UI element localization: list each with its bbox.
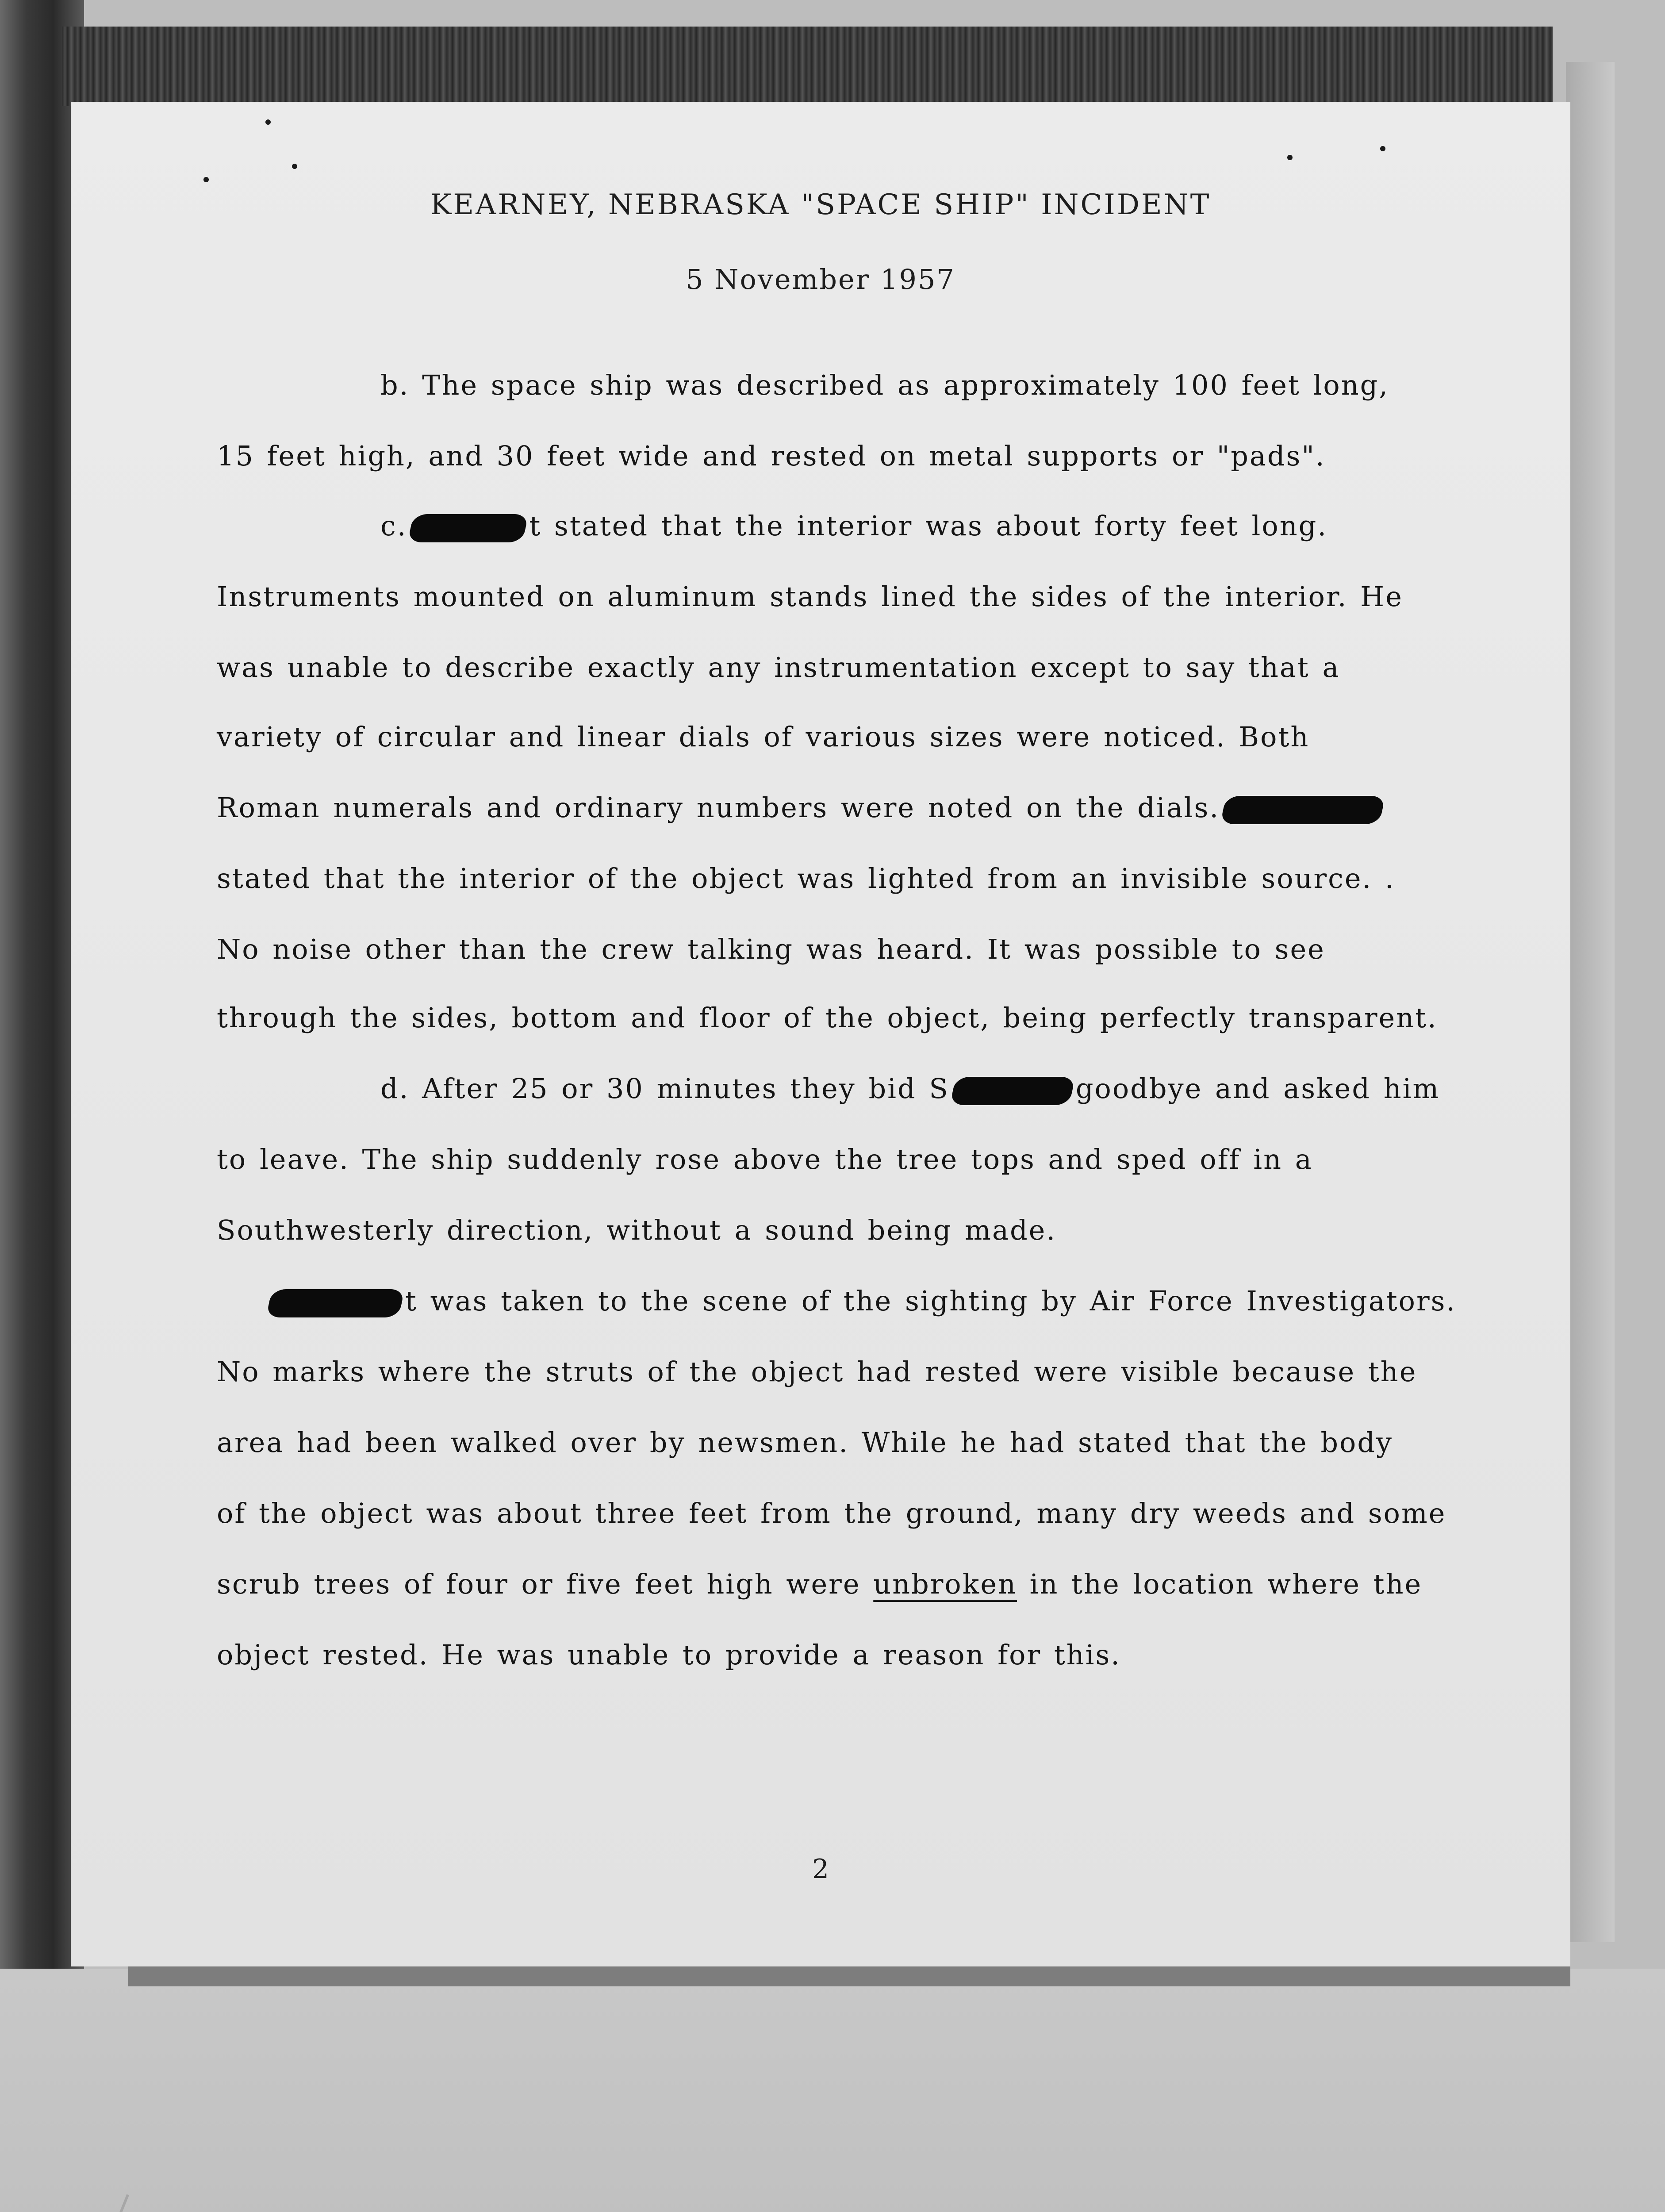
body-text: t was taken to the scene of the sighting by Air Force Investigators. bbox=[405, 1285, 1457, 1317]
body-line bbox=[380, 512, 1327, 542]
film-backdrop bbox=[0, 1969, 1665, 2212]
body-line: object rested. He was unable to provide a reason for this. bbox=[217, 1639, 1121, 1671]
document-title: KEARNEY, NEBRASKA "SPACE SHIP" INCIDENT bbox=[430, 188, 1211, 221]
redaction-mark bbox=[266, 1289, 405, 1317]
body-line: was unable to describe exactly any instrumentation except to say that a bbox=[217, 651, 1340, 684]
body-line: b. The space ship was described as approximately 100 feet long, bbox=[380, 369, 1389, 401]
redaction-mark bbox=[408, 514, 529, 542]
body-line: to leave. The ship suddenly rose above the tree tops and sped off in a bbox=[217, 1143, 1313, 1175]
body-line: No marks where the struts of the object had rested were visible because the bbox=[217, 1356, 1417, 1388]
body-line bbox=[217, 1568, 1423, 1600]
body-line: stated that the interior of the object was lighted from an invisible source. . bbox=[217, 862, 1395, 895]
body-text: in the location where the bbox=[1029, 1568, 1423, 1600]
body-text: goodbye and asked him bbox=[1075, 1072, 1440, 1105]
body-line: No noise other than the crew talking was heard. It was possible to see bbox=[217, 933, 1325, 965]
body-text: d. After 25 or 30 minutes they bid S bbox=[380, 1072, 949, 1105]
body-line bbox=[265, 1287, 1456, 1317]
paragraph-label: c. bbox=[380, 510, 407, 542]
dust-speck bbox=[203, 177, 209, 182]
page-shadow-right bbox=[1566, 62, 1615, 1942]
film-top-strip bbox=[62, 27, 1553, 106]
body-line: 15 feet high, and 30 feet wide and rested on metal supports or "pads". bbox=[217, 440, 1326, 472]
redaction-mark bbox=[1220, 796, 1385, 824]
body-text: t stated that the interior was about forty feet long. bbox=[529, 510, 1328, 542]
redaction-mark bbox=[950, 1077, 1075, 1105]
page-number: 2 bbox=[812, 1854, 829, 1885]
body-line: Southwesterly direction, without a sound being made. bbox=[217, 1214, 1057, 1246]
document-date: 5 November 1957 bbox=[686, 263, 955, 296]
page-shadow-bottom bbox=[128, 1964, 1570, 1986]
body-text: scrub trees of four or five feet high were bbox=[217, 1568, 861, 1600]
body-line: area had been walked over by newsmen. While he had stated that the body bbox=[217, 1426, 1393, 1459]
body-line bbox=[217, 791, 1386, 824]
dust-speck bbox=[1380, 146, 1385, 151]
document-page bbox=[71, 102, 1570, 1966]
dust-speck bbox=[265, 119, 271, 125]
dust-speck bbox=[292, 164, 297, 169]
underlined-word: unbroken bbox=[873, 1568, 1017, 1600]
body-text: Roman numerals and ordinary numbers were noted on the dials. bbox=[217, 791, 1220, 824]
body-line: Instruments mounted on aluminum stands lined the sides of the interior. He bbox=[217, 580, 1403, 613]
dust-speck bbox=[1287, 155, 1293, 160]
body-line: through the sides, bottom and floor of the object, being perfectly transparent. bbox=[217, 1002, 1438, 1034]
body-line bbox=[380, 1072, 1440, 1105]
body-line: variety of circular and linear dials of various sizes were noticed. Both bbox=[217, 721, 1310, 753]
body-line: of the object was about three feet from the ground, many dry weeds and some bbox=[217, 1497, 1446, 1529]
